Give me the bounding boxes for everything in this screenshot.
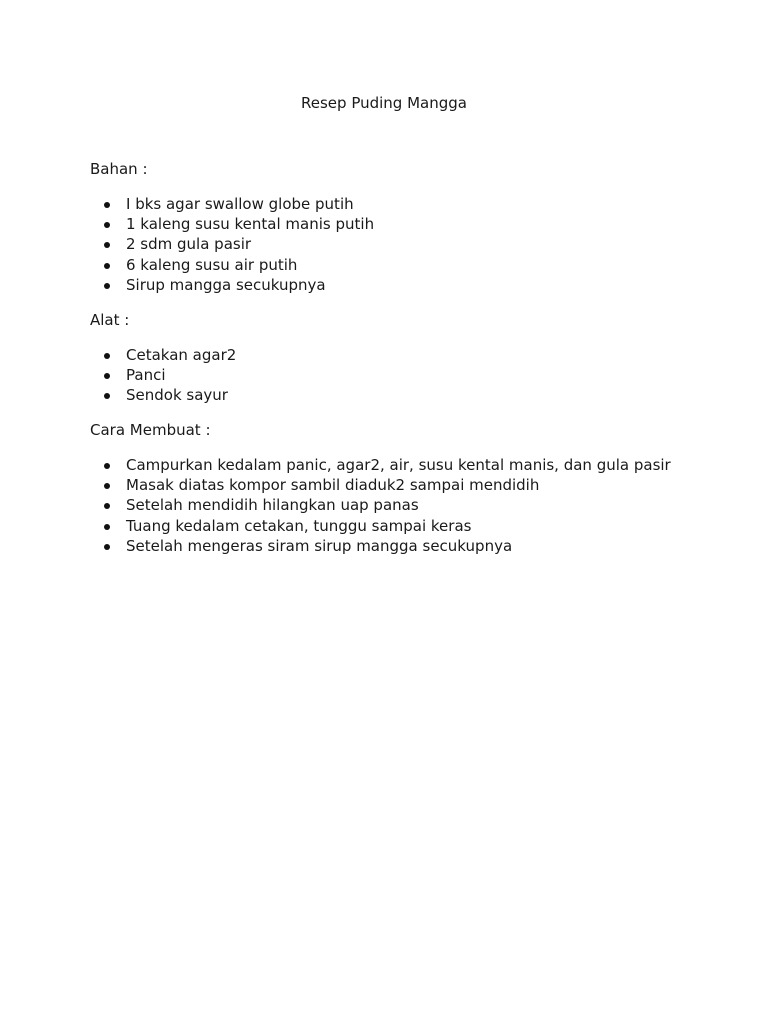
list-item (90, 516, 671, 536)
list-item (90, 455, 671, 475)
list-item-text: Sirup mangga secukupnya (126, 275, 326, 294)
bullet-icon (104, 483, 110, 489)
list-item (90, 275, 374, 295)
list-item-text: 6 kaleng susu air putih (126, 255, 298, 274)
ingredients-list (90, 194, 374, 295)
list-item-text: Setelah mengeras siram sirup mangga secukupnya (126, 536, 513, 555)
list-item (90, 365, 236, 385)
bullet-icon (104, 393, 110, 399)
bullet-icon (104, 353, 110, 359)
list-item-text: 1 kaleng susu kental manis putih (126, 215, 375, 234)
list-item (90, 345, 236, 365)
bullet-icon (104, 202, 110, 208)
list-item-text: 2 sdm gula pasir (126, 235, 252, 254)
list-item (90, 194, 374, 214)
list-item-text: Panci (126, 366, 166, 385)
list-item-text: Sendok sayur (126, 386, 228, 405)
list-item (90, 214, 374, 234)
bullet-icon (104, 503, 110, 509)
bullet-icon (104, 544, 110, 550)
list-item-text: Campurkan kedalam panic, agar2, air, susu kental manis, dan gula pasir (126, 456, 671, 474)
list-item (90, 234, 374, 254)
list-item-text: Cetakan agar2 (126, 346, 237, 364)
steps-list (90, 455, 671, 556)
bullet-icon (104, 222, 110, 228)
list-item (90, 385, 236, 405)
section-heading-bahan: Bahan : (90, 160, 148, 178)
bullet-icon (104, 263, 110, 269)
list-item-text: Setelah mendidih hilangkan uap panas (126, 496, 419, 515)
list-item (90, 255, 374, 275)
section-heading-cara-membuat: Cara Membuat : (90, 421, 211, 439)
list-item-text: I bks agar swallow globe putih (126, 195, 354, 213)
bullet-icon (104, 463, 110, 469)
bullet-icon (104, 283, 110, 289)
bullet-icon (104, 524, 110, 530)
bullet-icon (104, 242, 110, 248)
tools-list (90, 345, 236, 406)
page-title: Resep Puding Mangga (301, 94, 467, 112)
bullet-icon (104, 373, 110, 379)
list-item-text: Tuang kedalam cetakan, tunggu sampai keras (126, 516, 472, 535)
section-heading-alat: Alat : (90, 311, 130, 329)
list-item (90, 495, 671, 515)
list-item (90, 475, 671, 495)
list-item (90, 536, 671, 556)
list-item-text: Masak diatas kompor sambil diaduk2 sampai mendidih (126, 476, 540, 495)
